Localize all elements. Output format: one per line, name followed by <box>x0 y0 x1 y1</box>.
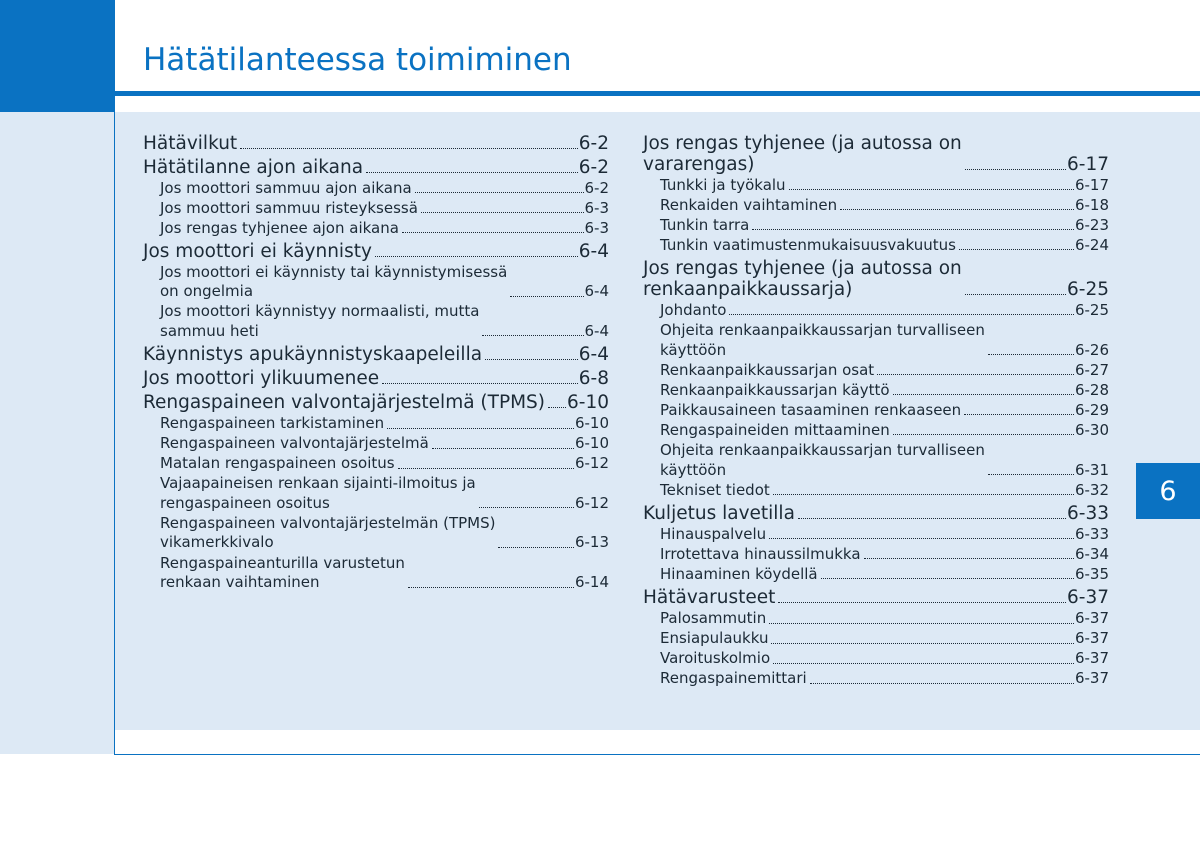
toc-entry-title: Kuljetus lavetilla <box>643 503 795 525</box>
toc-section-entry[interactable] <box>643 258 1109 300</box>
toc-entry-page-number: 6-18 <box>1074 195 1109 214</box>
dot-leader <box>548 407 566 408</box>
toc-entry-title: Rengaspaineanturilla varustetun renkaan vaihtaminen <box>160 553 405 592</box>
title-underline-rule <box>114 91 1200 96</box>
toc-section-entry[interactable] <box>143 133 609 154</box>
toc-subsection-entry[interactable] <box>643 381 1109 401</box>
dot-leader <box>771 643 1073 644</box>
dot-leader <box>402 232 584 233</box>
toc-entry-page-number: 6-2 <box>584 178 609 197</box>
toc-entry-title: Irrotettava hinaussilmukka <box>660 544 861 563</box>
dot-leader <box>752 229 1074 230</box>
corner-accent-block <box>0 0 114 112</box>
toc-entry-page-number: 6-37 <box>1074 649 1109 668</box>
dot-leader <box>789 189 1074 190</box>
toc-subsection-entry[interactable] <box>643 441 1109 480</box>
toc-subsection-entry[interactable] <box>643 421 1109 441</box>
page-title: Hätätilanteessa toimiminen <box>143 42 572 78</box>
toc-entry-page-number: 6-37 <box>1074 609 1109 627</box>
toc-entry-title: Rengaspaineen valvontajärjestelmä (TPMS) <box>143 392 546 414</box>
toc-entry-page-number: 6-3 <box>584 198 609 217</box>
toc-subsection-entry[interactable] <box>643 236 1109 256</box>
toc-entry-page-number: 6-24 <box>1074 235 1109 254</box>
dot-leader <box>964 414 1074 415</box>
dot-leader <box>415 192 584 193</box>
dot-leader <box>773 494 1074 495</box>
toc-entry-page-number: 6-3 <box>584 218 609 237</box>
toc-entry-title: Tunkin vaatimustenmukaisuusvakuutus <box>660 235 956 254</box>
toc-entry-page-number: 6-33 <box>1074 524 1109 543</box>
toc-entry-page-number: 6-33 <box>1067 503 1109 525</box>
toc-subsection-entry[interactable] <box>643 361 1109 381</box>
toc-entry-title: Jos rengas tyhjenee (ja autossa on renkaanpaikkaussarja) <box>643 258 962 301</box>
toc-entry-title: Tekniset tiedot <box>660 480 770 499</box>
dot-leader <box>398 468 574 469</box>
dot-leader <box>485 359 578 360</box>
dot-leader <box>240 148 578 149</box>
toc-entry-title: Jos rengas tyhjenee (ja autossa on vararengas) <box>643 133 962 175</box>
dot-leader <box>482 335 583 336</box>
toc-subsection-entry[interactable] <box>643 649 1109 669</box>
toc-entry-page-number: 6-4 <box>578 241 609 263</box>
dot-leader <box>988 474 1074 475</box>
dot-leader <box>840 209 1074 210</box>
dot-leader <box>893 434 1074 435</box>
toc-column-right <box>643 130 1109 689</box>
toc-section-entry[interactable] <box>143 368 609 389</box>
toc-entry-title: Rengaspaineen tarkistaminen <box>160 414 385 433</box>
dot-leader <box>769 538 1074 539</box>
toc-entry-page-number: 6-25 <box>1067 279 1109 301</box>
toc-entry-title: Johdanto <box>660 300 727 319</box>
toc-entry-title: Tunkki ja työkalu <box>660 175 786 194</box>
toc-entry-title: Ohjeita renkaanpaikkaussarjan turvalliseen käyttöön <box>660 321 985 359</box>
toc-subsection-entry[interactable] <box>643 669 1109 689</box>
toc-entry-title: Palosammutin <box>660 609 767 627</box>
toc-subsection-entry[interactable] <box>143 302 609 341</box>
toc-entry-title: Jos moottori ei käynnisty tai käynnistymisessä on ongelmia <box>160 262 508 301</box>
dot-leader <box>798 518 1066 519</box>
dot-leader <box>479 507 574 508</box>
dot-leader <box>988 354 1074 355</box>
toc-entry-title: Hätätilanne ajon aikana <box>143 157 364 178</box>
toc-section-entry[interactable] <box>643 503 1109 524</box>
toc-entry-title: Hätävarusteet <box>643 587 776 609</box>
left-margin-strip <box>0 112 114 754</box>
toc-subsection-entry[interactable] <box>643 176 1109 196</box>
toc-entry-page-number: 6-12 <box>574 454 609 473</box>
dot-leader <box>375 256 578 257</box>
toc-subsection-entry[interactable] <box>143 199 609 219</box>
toc-entry-title: Rengaspaineen valvontajärjestelmän (TPMS) vikamerkkivalo <box>160 513 496 552</box>
dot-leader <box>421 212 584 213</box>
dot-leader <box>864 558 1074 559</box>
dot-leader <box>821 578 1074 579</box>
toc-entry-title: Renkaiden vaihtaminen <box>660 195 838 214</box>
dot-leader <box>778 602 1066 603</box>
toc-subsection-entry[interactable] <box>643 629 1109 649</box>
toc-entry-title: Rengaspaineiden mittaaminen <box>660 420 890 439</box>
toc-entry-page-number: 6-2 <box>578 157 609 178</box>
toc-entry-title: Jos moottori ylikuumenee <box>143 368 380 390</box>
chapter-number: 6 <box>1159 475 1177 507</box>
toc-subsection-entry[interactable] <box>643 216 1109 236</box>
toc-subsection-entry[interactable] <box>143 474 609 513</box>
toc-entry-page-number: 6-28 <box>1074 380 1109 399</box>
toc-entry-page-number: 6-12 <box>574 493 609 512</box>
toc-column-left <box>143 130 609 593</box>
toc-section-entry[interactable] <box>143 392 609 413</box>
toc-entry-page-number: 6-32 <box>1074 480 1109 499</box>
toc-subsection-entry[interactable] <box>643 196 1109 216</box>
toc-section-entry[interactable] <box>643 587 1109 608</box>
bottom-divider-rule <box>114 754 1200 755</box>
toc-entry-page-number: 6-14 <box>574 573 609 592</box>
toc-entry-page-number: 6-31 <box>1074 460 1109 479</box>
toc-entry-title: Vajaapaineisen renkaan sijainti-ilmoitus ja rengaspaineen osoitus <box>160 474 476 512</box>
toc-entry-page-number: 6-23 <box>1074 215 1109 234</box>
toc-subsection-entry[interactable] <box>643 565 1109 585</box>
dot-leader <box>773 663 1074 664</box>
toc-entry-title: Varoituskolmio <box>660 649 771 668</box>
toc-subsection-entry[interactable] <box>143 434 609 454</box>
toc-entry-page-number: 6-13 <box>574 533 609 552</box>
toc-entry-title: Tunkin tarra <box>660 215 750 234</box>
toc-subsection-entry[interactable] <box>643 401 1109 421</box>
toc-entry-page-number: 6-27 <box>1074 360 1109 379</box>
toc-subsection-entry[interactable] <box>643 545 1109 565</box>
dot-leader <box>498 547 573 548</box>
toc-subsection-entry[interactable] <box>143 454 609 474</box>
dot-leader <box>965 169 1066 170</box>
toc-section-entry[interactable] <box>643 133 1109 175</box>
toc-entry-page-number: 6-35 <box>1074 564 1109 583</box>
toc-entry-title: Jos moottori ei käynnisty <box>143 241 372 263</box>
dot-leader <box>729 314 1074 315</box>
toc-subsection-entry[interactable] <box>643 301 1109 321</box>
toc-entry-page-number: 6-37 <box>1074 629 1109 648</box>
toc-subsection-entry[interactable] <box>143 414 609 434</box>
toc-subsection-entry[interactable] <box>643 481 1109 501</box>
dot-leader <box>769 623 1074 624</box>
toc-subsection-entry[interactable] <box>643 321 1109 360</box>
toc-subsection-entry[interactable] <box>143 263 609 302</box>
toc-subsection-entry[interactable] <box>143 219 609 239</box>
toc-entry-page-number: 6-10 <box>574 414 609 433</box>
dot-leader <box>877 374 1074 375</box>
toc-subsection-entry[interactable] <box>143 514 609 553</box>
chapter-tab <box>1136 463 1200 519</box>
toc-entry-title: Ensiapulaukku <box>660 629 769 648</box>
dot-leader <box>432 448 574 449</box>
toc-entry-title: Matalan rengaspaineen osoitus <box>160 454 395 473</box>
toc-entry-title: Rengaspaineen valvontajärjestelmä <box>160 434 429 453</box>
toc-section-entry[interactable] <box>143 157 609 178</box>
toc-entry-title: Käynnistys apukäynnistyskaapeleilla <box>143 344 483 366</box>
toc-entry-page-number: 6-26 <box>1074 340 1109 359</box>
left-divider-rule <box>114 0 115 754</box>
toc-entry-title: Jos moottori sammuu risteyksessä <box>160 198 418 217</box>
dot-leader <box>810 683 1074 684</box>
toc-entry-page-number: 6-37 <box>1067 587 1109 609</box>
toc-subsection-entry[interactable] <box>143 554 609 593</box>
dot-leader <box>382 383 578 384</box>
toc-section-entry[interactable] <box>143 344 609 365</box>
toc-subsection-entry[interactable] <box>643 525 1109 545</box>
toc-entry-page-number: 6-4 <box>584 321 609 340</box>
toc-entry-page-number: 6-4 <box>584 282 609 301</box>
toc-entry-page-number: 6-4 <box>578 344 609 366</box>
toc-entry-title: Rengaspainemittari <box>660 669 807 688</box>
dot-leader <box>959 249 1074 250</box>
toc-subsection-entry[interactable] <box>143 179 609 199</box>
dot-leader <box>408 587 574 588</box>
toc-entry-title: Paikkausaineen tasaaminen renkaaseen <box>660 400 962 419</box>
toc-entry-page-number: 6-34 <box>1074 544 1109 563</box>
toc-entry-page-number: 6-29 <box>1074 400 1109 419</box>
toc-entry-page-number: 6-10 <box>574 434 609 453</box>
toc-entry-title: Jos moottori käynnistyy normaalisti, mutta sammuu heti <box>160 302 480 340</box>
dot-leader <box>893 394 1074 395</box>
toc-entry-title: Hinaaminen köydellä <box>660 564 818 583</box>
toc-section-entry[interactable] <box>143 241 609 262</box>
toc-entry-page-number: 6-37 <box>1074 669 1109 688</box>
dot-leader <box>387 428 574 429</box>
toc-entry-page-number: 6-2 <box>578 133 609 154</box>
toc-entry-title: Ohjeita renkaanpaikkaussarjan turvalliseen käyttöön <box>660 441 985 479</box>
dot-leader <box>366 172 578 173</box>
toc-entry-title: Hätävilkut <box>143 133 238 154</box>
toc-entry-page-number: 6-8 <box>578 368 609 390</box>
toc-entry-page-number: 6-17 <box>1074 175 1109 194</box>
toc-entry-title: Hinauspalvelu <box>660 524 767 543</box>
toc-entry-page-number: 6-10 <box>567 392 609 414</box>
dot-leader <box>965 294 1066 295</box>
toc-subsection-entry[interactable] <box>643 609 1109 629</box>
toc-entry-page-number: 6-17 <box>1067 154 1109 175</box>
toc-entry-page-number: 6-30 <box>1074 420 1109 439</box>
toc-entry-title: Renkaanpaikkaussarjan käyttö <box>660 380 890 399</box>
toc-entry-title: Jos moottori sammuu ajon aikana <box>160 178 412 197</box>
dot-leader <box>510 296 583 297</box>
toc-entry-title: Renkaanpaikkaussarjan osat <box>660 360 875 379</box>
toc-entry-page-number: 6-25 <box>1074 300 1109 319</box>
toc-entry-title: Jos rengas tyhjenee ajon aikana <box>160 218 399 237</box>
